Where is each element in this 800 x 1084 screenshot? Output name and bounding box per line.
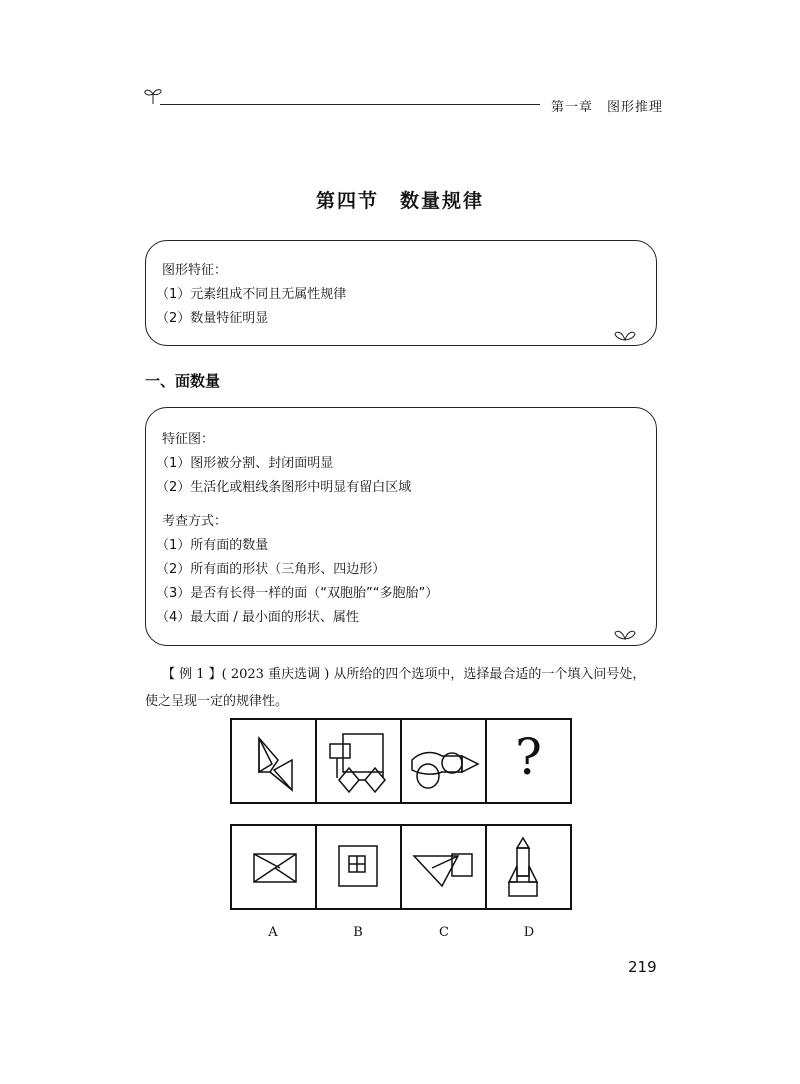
box-item: （2）所有面的形状（三角形、四边形） [156,562,386,577]
sprout-icon [142,84,164,106]
section-title: 第四节 数量规律 [315,190,484,212]
option-label-d: D [523,925,535,940]
option-label-a: A [268,925,278,940]
box-item: （1）图形被分割、封闭面明显 [156,456,334,471]
box-heading: 特征图： [162,432,215,447]
box-heading: 考查方式： [162,514,228,529]
option-label-c: C [439,925,449,940]
question-figure-row [230,718,572,804]
option-a[interactable] [232,826,317,908]
question-figure-3 [402,720,487,802]
figure-nested-squares [317,826,400,908]
chapter-number: 第一章 [551,100,594,115]
leaf-icon [614,329,636,341]
question-figure-2 [317,720,402,802]
box-heading: 图形特征： [162,263,228,278]
option-c[interactable] [402,826,487,908]
figure-rocket [487,826,570,908]
option-b[interactable] [317,826,402,908]
subsection-heading: 一、面数量 [145,372,221,390]
header-rule [160,104,540,105]
box-item: （2）数量特征明显 [156,311,269,326]
example-line-1: 【 例 1 】( 2023 重庆选调 ) 从所给的四个选项中，选择最合适的一个填入问号处， [162,667,646,682]
page-number: 219 [628,958,657,976]
figure-car-shape [402,720,485,802]
box-item: （2）生活化或粗线条图形中明显有留白区域 [156,480,412,495]
options-row [230,824,572,910]
question-mark-cell [487,720,570,802]
running-header [551,96,663,115]
leaf-icon [614,628,636,640]
feature-box [145,240,657,346]
option-d[interactable] [487,826,570,908]
box-item: （3）是否有长得一样的面（“双胞胎”“多胞胎”） [156,586,439,601]
figure-squares-diamonds [317,720,400,802]
figure-arrowhead-triangles [232,720,315,802]
question-mark: ? [515,728,542,786]
example-line-2: 使之呈现一定的规律性。 [145,694,289,709]
figure-triangle-square [402,826,485,908]
chapter-title: 图形推理 [607,100,664,115]
box-item: （1）元素组成不同且无属性规律 [156,287,347,302]
method-box [145,407,657,646]
option-label-b: B [353,925,363,940]
box-item: （4）最大面 / 最小面的形状、属性 [156,610,359,625]
question-figure-1 [232,720,317,802]
figure-envelope [232,826,315,908]
box-item: （1）所有面的数量 [156,538,269,553]
